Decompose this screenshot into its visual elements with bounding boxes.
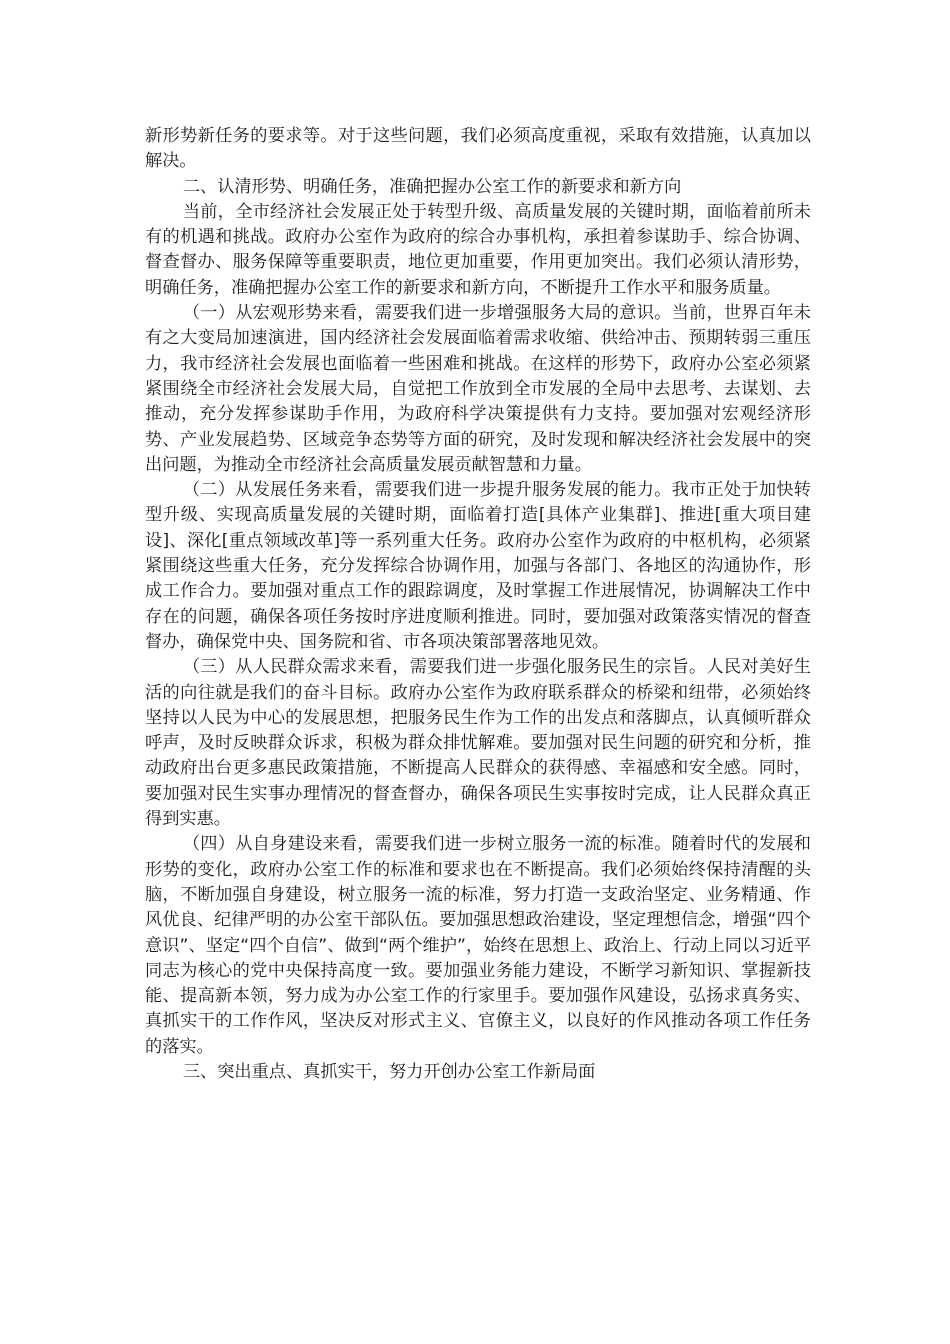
paragraph-current-situation: 当前，全市经济社会发展正处于转型升级、高质量发展的关键时期，面临着前所未有的机遇和挑战。政府办公室作为政府的综合办事机构，承担着参谋助手、综合协调、督查督办、服务保障等重要职责，地位更加重要，作用更加突出。我们必须认清形势，明确任务，准确把握办公室工作的新要求和新方向，不断提升工作水平和服务质量。: [145, 201, 811, 298]
paragraph-development-tasks: （二）从发展任务来看，需要我们进一步提升服务发展的能力。我市正处于加快转型升级、实现高质量发展的关键时期，面临着打造[具体产业集群]、推进[重大项目建设]、深化[重点领域改革]等一系列重大任务。政府办公室作为政府的中枢机构，必须紧紧围绕这些重大任务，充分发挥综合协调作用，加强与各部门、各地区的沟通协作，形成工作合力。要加强对重点工作的跟踪调度，及时掌握工作进展情况，协调解决工作中存在的问题，确保各项任务按时序进度顺利推进。同时，要加强对政策落实情况的督查督办，确保党中央、国务院和省、市各项决策部署落地见效。: [145, 480, 811, 652]
paragraph-continuation: 新形势新任务的要求等。对于这些问题，我们必须高度重视，采取有效措施，认真加以解决。: [145, 126, 811, 172]
paragraph-public-needs: （三）从人民群众需求来看，需要我们进一步强化服务民生的宗旨。人民对美好生活的向往就是我们的奋斗目标。政府办公室作为政府联系群众的桥梁和纽带，必须始终坚持以人民为中心的发展思想，把服务民生作为工作的出发点和落脚点，认真倾听群众呼声，及时反映群众诉求，积极为群众排忧解难。要加强对民生问题的研究和分析，推动政府出台更多惠民政策措施，不断提高人民群众的获得感、幸福感和安全感。同时，要加强对民生实事办理情况的督查督办，确保各项民生实事按时完成，让人民群众真正得到实惠。: [145, 657, 811, 830]
paragraph-macro-situation: （一）从宏观形势来看，需要我们进一步增强服务大局的意识。当前，世界百年未有之大变局加速演进，国内经济社会发展面临着需求收缩、供给冲击、预期转弱三重压力，我市经济社会发展也面临着一些困难和挑战。在这样的形势下，政府办公室必须紧紧围绕全市经济社会发展大局，自觉把工作放到全市发展的全局中去思考、去谋划、去推动，充分发挥参谋助手作用，为政府科学决策提供有力支持。要加强对宏观经济形势、产业发展趋势、区域竞争态势等方面的研究，及时发现和解决经济社会发展中的突出问题，为推动全市经济社会高质量发展贡献智慧和力量。: [145, 303, 811, 475]
document-page: [145, 124, 811, 1085]
paragraph-self-building: （四）从自身建设来看，需要我们进一步树立服务一流的标准。随着时代的发展和形势的变化，政府办公室工作的标准和要求也在不断提高。我们必须始终保持清醒的头脑，不断加强自身建设，树立服务一流的标准，努力打造一支政治坚定、业务精通、作风优良、纪律严明的办公室干部队伍。要加强思想政治建设，坚定理想信念，增强“四个意识”、坚定“四个自信”、做到“两个维护”，始终在思想上、政治上、行动上同以习近平同志为核心的党中央保持高度一致。要加强业务能力建设，不断学习新知识、掌握新技能、提高新本领，努力成为办公室工作的行家里手。要加强作风建设，弘扬求真务实、真抓实干的工作作风，坚决反对形式主义、官僚主义，以良好的作风推动各项工作任务的落实。: [145, 834, 811, 1057]
section-heading-3: 三、突出重点、真抓实干，努力开创办公室工作新局面: [182, 1061, 596, 1082]
section-heading-2: 二、认清形势、明确任务，准确把握办公室工作的新要求和新方向: [182, 176, 682, 197]
